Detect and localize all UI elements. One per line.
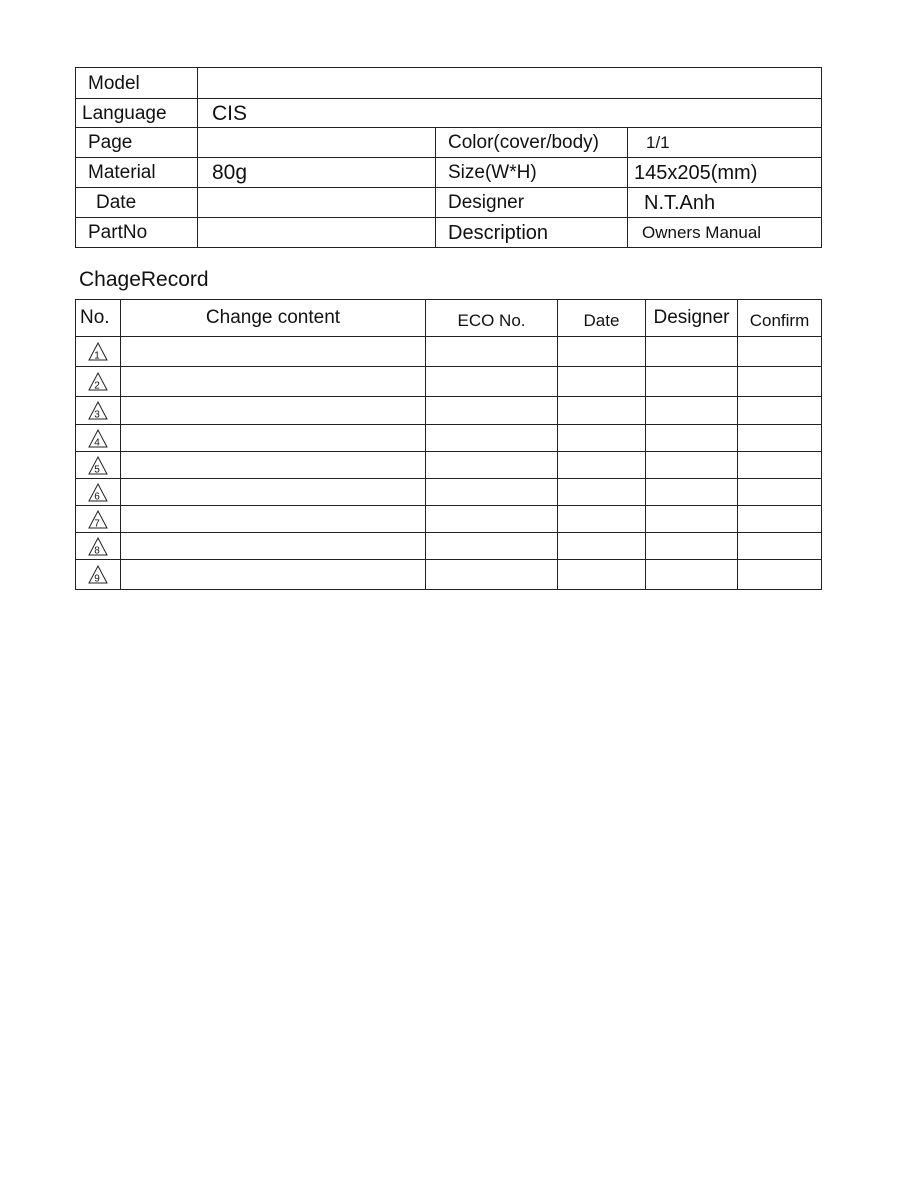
- cell-content: [121, 397, 426, 425]
- table-row: [76, 337, 822, 367]
- cell-eco: [426, 425, 558, 452]
- cell-eco: [426, 479, 558, 506]
- revision-number-cell: [76, 337, 121, 367]
- revision-triangle-icon: [88, 342, 108, 361]
- cell-date: [558, 452, 646, 479]
- cell-designer: [646, 560, 738, 590]
- cell-confirm: [738, 506, 822, 533]
- cell-date: [558, 560, 646, 590]
- change-header-row: [76, 300, 822, 337]
- cell-designer: [646, 397, 738, 425]
- cell-date: [558, 506, 646, 533]
- table-row: [76, 425, 822, 452]
- cell-content: [121, 425, 426, 452]
- cell-eco: [426, 397, 558, 425]
- cell-designer: [646, 479, 738, 506]
- material-value: 80g: [198, 158, 436, 188]
- date-label: Date: [76, 188, 198, 218]
- header-eco-no: ECO No.: [426, 300, 558, 337]
- table-row: [76, 560, 822, 590]
- change-record-table: [75, 299, 822, 590]
- revision-triangle-icon: [88, 483, 108, 502]
- spec-row-material: [76, 158, 822, 188]
- cell-confirm: [738, 479, 822, 506]
- date-value: [198, 188, 436, 218]
- spec-row-date: [76, 188, 822, 218]
- cell-eco: [426, 452, 558, 479]
- header-date: Date: [558, 300, 646, 337]
- revision-number-cell: [76, 560, 121, 590]
- revision-triangle-icon: [88, 565, 108, 584]
- revision-number-cell: [76, 452, 121, 479]
- cell-confirm: [738, 337, 822, 367]
- revision-triangle-icon: [88, 401, 108, 420]
- revision-number: 2: [94, 380, 100, 391]
- table-row: [76, 452, 822, 479]
- cell-date: [558, 533, 646, 560]
- spec-table: [75, 67, 822, 248]
- revision-number-cell: [76, 533, 121, 560]
- cell-confirm: [738, 367, 822, 397]
- table-row: [76, 533, 822, 560]
- cell-designer: [646, 452, 738, 479]
- header-change-content: Change content: [121, 300, 426, 337]
- description-value: Owners Manual: [628, 218, 822, 248]
- revision-number: 8: [94, 545, 100, 556]
- cell-date: [558, 397, 646, 425]
- color-label: Color(cover/body): [436, 128, 628, 158]
- size-value: 145x205(mm): [628, 158, 822, 188]
- cell-confirm: [738, 397, 822, 425]
- revision-triangle-icon: [88, 429, 108, 448]
- spec-row-partno: [76, 218, 822, 248]
- table-row: [76, 479, 822, 506]
- cell-confirm: [738, 560, 822, 590]
- cell-confirm: [738, 425, 822, 452]
- cell-date: [558, 425, 646, 452]
- revision-triangle-icon: [88, 372, 108, 391]
- revision-number: 3: [94, 409, 100, 420]
- designer-value: N.T.Anh: [628, 188, 822, 218]
- cell-designer: [646, 533, 738, 560]
- size-label: Size(W*H): [436, 158, 628, 188]
- cell-content: [121, 560, 426, 590]
- revision-triangle-icon: [88, 510, 108, 529]
- cell-content: [121, 337, 426, 367]
- revision-number-cell: [76, 397, 121, 425]
- page-value: [198, 128, 436, 158]
- cell-date: [558, 337, 646, 367]
- table-row: [76, 397, 822, 425]
- change-rows: [76, 337, 822, 590]
- designer-label: Designer: [436, 188, 628, 218]
- color-value: 1/1: [628, 128, 822, 158]
- revision-number: 5: [94, 464, 100, 475]
- spec-row-page: [76, 128, 822, 158]
- cell-designer: [646, 506, 738, 533]
- cell-eco: [426, 560, 558, 590]
- revision-number-cell: [76, 425, 121, 452]
- revision-number: 9: [94, 573, 100, 584]
- cell-confirm: [738, 452, 822, 479]
- table-row: [76, 506, 822, 533]
- cell-content: [121, 533, 426, 560]
- cell-designer: [646, 337, 738, 367]
- language-label: Language: [76, 99, 198, 128]
- table-row: [76, 367, 822, 397]
- material-label: Material: [76, 158, 198, 188]
- language-value: CIS: [198, 99, 822, 128]
- revision-number-cell: [76, 367, 121, 397]
- header-designer: Designer: [646, 300, 738, 337]
- page-label: Page: [76, 128, 198, 158]
- revision-number-cell: [76, 479, 121, 506]
- cell-content: [121, 367, 426, 397]
- cell-date: [558, 479, 646, 506]
- cell-date: [558, 367, 646, 397]
- cell-eco: [426, 337, 558, 367]
- cell-designer: [646, 367, 738, 397]
- cell-eco: [426, 367, 558, 397]
- revision-triangle-icon: [88, 537, 108, 556]
- header-confirm: Confirm: [738, 300, 822, 337]
- revision-number: 1: [94, 350, 100, 361]
- revision-number-cell: [76, 506, 121, 533]
- header-no: No.: [76, 300, 121, 337]
- revision-triangle-icon: [88, 456, 108, 475]
- change-record-title: ChageRecord: [79, 268, 209, 291]
- cell-content: [121, 452, 426, 479]
- cell-confirm: [738, 533, 822, 560]
- model-value: [198, 68, 822, 99]
- partno-value: [198, 218, 436, 248]
- cell-content: [121, 479, 426, 506]
- cell-eco: [426, 506, 558, 533]
- cell-designer: [646, 425, 738, 452]
- revision-number: 6: [94, 491, 100, 502]
- spec-row-language: [76, 99, 822, 128]
- description-label: Description: [436, 218, 628, 248]
- spec-row-model: [76, 68, 822, 99]
- cell-content: [121, 506, 426, 533]
- model-label: Model: [76, 68, 198, 99]
- revision-number: 7: [94, 518, 100, 529]
- revision-number: 4: [94, 437, 100, 448]
- cell-eco: [426, 533, 558, 560]
- partno-label: PartNo: [76, 218, 198, 248]
